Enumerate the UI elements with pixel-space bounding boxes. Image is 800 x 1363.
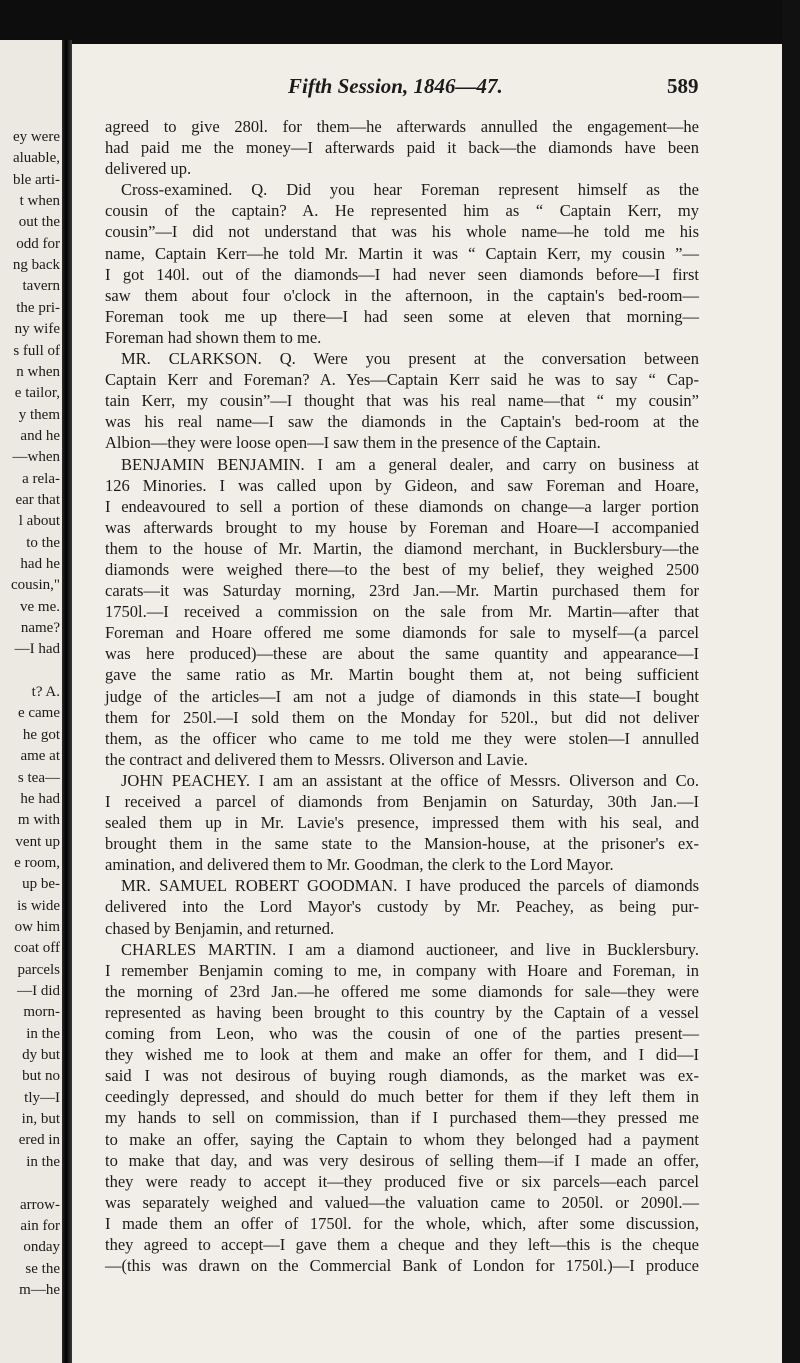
- margin-fragment: dy but: [22, 1047, 60, 1064]
- text-line: Albion—they were loose open—I saw them in the presence of the Captain.: [105, 433, 601, 453]
- margin-fragment: s full of: [13, 342, 60, 359]
- text-line: I received a parcel of diamonds from Benjamin on Saturday, 30th Jan.—I: [105, 792, 699, 811]
- text-line: was his real name—I saw the diamonds in the Captain's bed-room at the: [105, 412, 699, 432]
- text-line: delivered up.: [105, 159, 192, 179]
- margin-fragment: had he: [20, 556, 60, 572]
- margin-fragment: parcels: [17, 961, 60, 978]
- margin-fragment: y them: [18, 406, 60, 423]
- margin-fragment: coat off: [14, 940, 60, 957]
- text-line: amination, and delivered them to Mr. Goodman, the clerk to the Lord Mayor.: [105, 855, 614, 875]
- margin-fragment: in the: [26, 1153, 60, 1170]
- margin-fragment: in, but: [21, 1111, 60, 1128]
- text-line: saw them about four o'clock in the afternoon, in the captain's bed-room—: [105, 285, 699, 305]
- margin-fragment: m with: [17, 812, 60, 829]
- margin-fragment: ng back: [12, 257, 60, 274]
- text-line: 126 Minories. I was called upon by Gideon, and saw Foreman and Hoare,: [105, 475, 699, 495]
- margin-fragment: odd for: [16, 235, 60, 252]
- text-line: they were ready to accept it—they produced five or six parcels—each parcel: [105, 1171, 699, 1191]
- text-line: said I was not desirous of buying rough diamonds, as the market was ex-: [105, 1066, 699, 1086]
- margin-fragment: m—he: [19, 1281, 60, 1298]
- margin-fragment: he had: [20, 790, 60, 807]
- margin-fragment: —when: [12, 449, 60, 466]
- margin-fragment: ain for: [20, 1217, 60, 1234]
- text-line: cousin of the captain? A. He represented him as “ Captain Kerr, my: [105, 201, 699, 221]
- margin-fragment: ny wife: [14, 321, 60, 338]
- text-line: Foreman had shown them to me.: [105, 327, 322, 347]
- running-head: Fifth Session, 1846—47.: [288, 74, 503, 98]
- text-line: my hands to sell on commission, than if I purchased them—they pressed me: [105, 1108, 699, 1128]
- text-line: JOHN PEACHEY. I am an assistant at the office of Messrs. Oliverson and Co.: [121, 770, 699, 790]
- margin-fragment: vent up: [15, 833, 60, 850]
- margin-fragment: out the: [18, 214, 60, 231]
- text-line: sealed them up in Mr. Lavie's presence, impressed them with his seal, and: [105, 813, 699, 833]
- margin-fragment: he got: [22, 726, 60, 743]
- text-line: the morning of 23rd Jan.—he offered me some diamonds for sale—they were: [105, 981, 699, 1001]
- margin-fragment: tly—I: [24, 1089, 60, 1106]
- text-line: gave the same ratio as Mr. Martin bought them at, not being sufficient: [105, 665, 699, 685]
- text-line: CHARLES MARTIN. I am a diamond auctioneer, and live in Bucklersbury.: [121, 939, 699, 959]
- text-line: 1750l.—I received a commission on the sale from Mr. Martin—after that: [105, 602, 699, 622]
- page-number: 589: [667, 74, 699, 98]
- text-line: agreed to give 280l. for them—he afterwards annulled the engagement—he: [105, 117, 699, 136]
- text-line: was afterwards brought to my house by Foreman and Hoare—I accompanied: [105, 517, 699, 537]
- text-line: was here produced)—these are about the same quantity and appearance—I: [105, 644, 699, 664]
- book-gutter: [62, 40, 72, 1363]
- text-line: represented as having been brought to this country by the Captain of a vessel: [105, 1002, 699, 1022]
- text-line: tain Kerr, my cousin”—I thought that was his real name—that “ my cousin”: [105, 391, 699, 411]
- text-line: they agreed to accept—I gave them a cheque and they left—this is the cheque: [105, 1234, 699, 1254]
- margin-fragment: and he: [20, 427, 60, 444]
- margin-fragment: up be-: [22, 876, 60, 893]
- margin-fragment: to the: [26, 534, 60, 551]
- text-line: them for 250l.—I sold them on the Monday for 520l., but did not deliver: [105, 707, 699, 727]
- margin-fragment: in the: [26, 1025, 60, 1042]
- margin-fragment: e tailor,: [14, 385, 60, 402]
- margin-fragment: cousin,": [10, 577, 60, 594]
- body-text: [105, 116, 699, 1276]
- facing-page-fragment: [0, 40, 62, 1363]
- text-line: they wished me to look at them and make an offer for them, and I did—I: [105, 1045, 699, 1065]
- text-line: name, Captain Kerr—he told Mr. Martin it was “ Captain Kerr, my cousin ”—: [105, 243, 699, 263]
- margin-fragment: is wide: [17, 897, 60, 914]
- margin-fragment: onday: [23, 1239, 60, 1256]
- text-line: to make an offer, saying the Captain to whom they belonged had a payment: [105, 1129, 699, 1149]
- document-page: [72, 44, 800, 1363]
- scan-top-border: [0, 0, 800, 44]
- margin-fragment: n when: [16, 363, 60, 380]
- margin-fragment: ow him: [14, 918, 60, 935]
- margin-fragment: ered in: [18, 1132, 60, 1149]
- text-line: —(this was drawn on the Commercial Bank of London for 1750l.)—I produce: [105, 1256, 699, 1276]
- margin-fragment: morn-: [23, 1004, 60, 1021]
- margin-fragment: t when: [19, 193, 60, 210]
- text-line: MR. SAMUEL ROBERT GOODMAN. I have produced the parcels of diamonds: [121, 876, 699, 896]
- text-line: carats—it was Saturday morning, 23rd Jan.—Mr. Martin purchased them for: [105, 581, 699, 601]
- margin-fragment: a rela-: [22, 470, 60, 487]
- text-line: was separately weighed and valued—the valuation came to 2050l. or 2090l.—: [105, 1192, 699, 1212]
- text-line: to make that day, and was very desirous of selling them—if I made an offer,: [105, 1150, 699, 1170]
- margin-fragment: l about: [18, 513, 60, 530]
- text-line: Cross-examined. Q. Did you hear Foreman represent himself as the: [121, 180, 699, 200]
- text-line: them to the house of Mr. Martin, the diamond merchant, in Bucklersbury—the: [105, 538, 699, 558]
- text-line: MR. CLARKSON. Q. Were you present at the conversation between: [121, 349, 699, 369]
- text-line: judge of the articles—I am not a judge of diamonds in this state—I bought: [105, 686, 699, 706]
- text-line: had paid me the money—I afterwards paid it back—the diamonds have been: [105, 138, 699, 158]
- page-header: [72, 74, 772, 104]
- text-line: Foreman and Hoare offered me some diamonds for sale to myself—(a parcel: [105, 623, 699, 643]
- margin-fragment: ear that: [15, 491, 60, 508]
- text-line: ceedingly depressed, and should do much better for them if they left them in: [105, 1087, 699, 1107]
- margin-fragment: e room,: [14, 854, 60, 871]
- margin-fragment: the pri-: [16, 299, 60, 316]
- text-line: delivered into the Lord Mayor's custody by Mr. Peachey, as being pur-: [105, 897, 699, 917]
- margin-fragment: name?: [20, 620, 60, 637]
- margin-fragment: tavern: [22, 278, 60, 295]
- margin-fragment: aluable,: [12, 150, 60, 167]
- text-line: I endeavoured to sell a portion of these diamonds on change—a larger portion: [105, 496, 699, 516]
- text-line: the contract and delivered them to Messrs. Oliverson and Lavie.: [105, 749, 528, 769]
- text-line: I remember Benjamin coming to me, in company with Hoare and Foreman, in: [105, 960, 699, 980]
- text-line: Captain Kerr and Foreman? A. Yes—Captain Kerr said he was to say “ Cap-: [105, 370, 699, 390]
- margin-fragment: arrow-: [20, 1196, 60, 1213]
- margin-fragment: —I did: [17, 983, 60, 999]
- margin-fragment: ey were: [12, 129, 60, 145]
- text-line: coming from Leon, who was the cousin of one of the parties present—: [105, 1024, 699, 1044]
- margin-fragment: se the: [25, 1260, 60, 1277]
- text-line: I made them an offer of 1750l. for the whole, which, after some discussion,: [105, 1213, 699, 1233]
- scan-right-border: [782, 0, 800, 1363]
- margin-fragment: —I had: [14, 641, 60, 658]
- text-line: I got 140l. out of the diamonds—I had never seen diamonds before—I first: [105, 264, 699, 284]
- margin-fragment: but no: [22, 1068, 60, 1085]
- margin-fragment: ve me.: [20, 598, 60, 615]
- margin-fragment: s tea—: [17, 769, 60, 786]
- text-line: cousin”—I did not understand that was his whole name—he told me his: [105, 222, 699, 242]
- text-line: BENJAMIN BENJAMIN. I am a general dealer, and carry on business at: [121, 454, 699, 474]
- margin-fragment: t? A.: [31, 684, 60, 701]
- margin-fragment: e came: [17, 705, 60, 722]
- margin-fragment: ble arti-: [12, 171, 60, 188]
- margin-fragment: ame at: [20, 748, 60, 765]
- text-line: chased by Benjamin, and returned.: [105, 918, 335, 938]
- text-line: Foreman took me up there—I had seen some at eleven that morning—: [105, 306, 699, 326]
- text-line: diamonds were weighed there—to the best of my belief, they weighed 2500: [105, 559, 699, 579]
- text-line: brought them in the same state to the Mansion-house, at the prisoner's ex-: [105, 834, 699, 854]
- text-line: them, as the officer who came to me told me they were stolen—I annulled: [105, 728, 699, 748]
